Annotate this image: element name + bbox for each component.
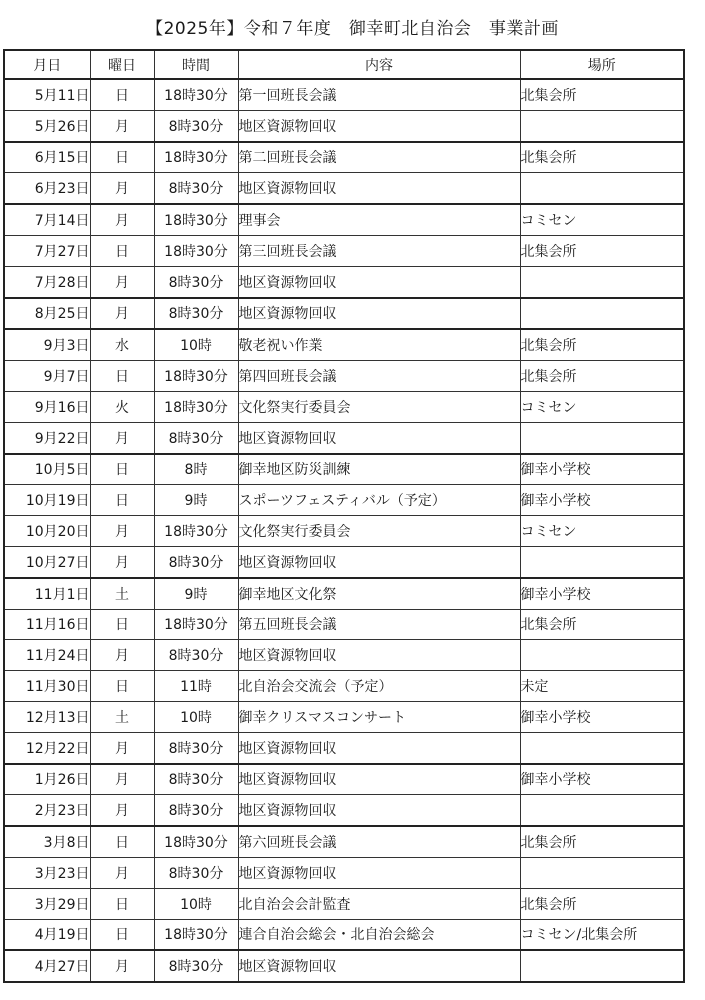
place-cell: 御幸小学校 xyxy=(520,454,684,485)
place-cell: 北集会所 xyxy=(520,142,684,173)
day-cell: 日 xyxy=(90,919,154,950)
table-row xyxy=(4,919,684,950)
day-cell: 月 xyxy=(90,732,154,763)
header-day: 曜日 xyxy=(90,50,154,79)
date-cell: 11月16日 xyxy=(4,609,90,640)
time-cell: 18時30分 xyxy=(154,204,238,235)
place-cell xyxy=(520,110,684,141)
time-cell: 8時30分 xyxy=(154,950,238,982)
day-cell: 日 xyxy=(90,609,154,640)
time-cell: 18時30分 xyxy=(154,235,238,266)
place-cell xyxy=(520,546,684,577)
time-cell: 18時30分 xyxy=(154,609,238,640)
place-cell: コミセン/北集会所 xyxy=(520,919,684,950)
day-cell: 月 xyxy=(90,640,154,671)
header-event: 内容 xyxy=(238,50,520,79)
date-cell: 6月15日 xyxy=(4,142,90,173)
event-cell: 地区資源物回収 xyxy=(238,764,520,795)
header-row xyxy=(4,50,684,79)
date-cell: 5月11日 xyxy=(4,79,90,110)
event-cell: 地区資源物回収 xyxy=(238,173,520,204)
date-cell: 2月23日 xyxy=(4,795,90,826)
time-cell: 8時30分 xyxy=(154,110,238,141)
time-cell: 18時30分 xyxy=(154,919,238,950)
event-cell: 理事会 xyxy=(238,204,520,235)
day-cell: 日 xyxy=(90,826,154,857)
place-cell: 北集会所 xyxy=(520,609,684,640)
table-row xyxy=(4,950,684,982)
event-cell: 第二回班長会議 xyxy=(238,142,520,173)
date-cell: 10月20日 xyxy=(4,516,90,547)
day-cell: 月 xyxy=(90,422,154,453)
time-cell: 10時 xyxy=(154,701,238,732)
event-cell: 敬老祝い作業 xyxy=(238,329,520,360)
table-row xyxy=(4,142,684,173)
event-cell: スポーツフェスティバル（予定） xyxy=(238,485,520,516)
place-cell xyxy=(520,732,684,763)
event-cell: 地区資源物回収 xyxy=(238,732,520,763)
time-cell: 8時30分 xyxy=(154,640,238,671)
day-cell: 火 xyxy=(90,391,154,422)
event-cell: 御幸地区防災訓練 xyxy=(238,454,520,485)
time-cell: 11時 xyxy=(154,671,238,702)
time-cell: 8時30分 xyxy=(154,764,238,795)
time-cell: 8時30分 xyxy=(154,422,238,453)
table-row xyxy=(4,422,684,453)
event-cell: 第四回班長会議 xyxy=(238,361,520,392)
table-row xyxy=(4,857,684,888)
place-cell xyxy=(520,173,684,204)
day-cell: 月 xyxy=(90,298,154,330)
header-date: 月日 xyxy=(4,50,90,79)
date-cell: 7月27日 xyxy=(4,235,90,266)
place-cell: 未定 xyxy=(520,671,684,702)
place-cell: コミセン xyxy=(520,391,684,422)
header-place: 場所 xyxy=(520,50,684,79)
date-cell: 12月13日 xyxy=(4,701,90,732)
date-cell: 11月1日 xyxy=(4,578,90,609)
table-row xyxy=(4,110,684,141)
table-row xyxy=(4,204,684,235)
place-cell: 北集会所 xyxy=(520,79,684,110)
place-cell: 御幸小学校 xyxy=(520,485,684,516)
day-cell: 月 xyxy=(90,764,154,795)
place-cell: 御幸小学校 xyxy=(520,578,684,609)
table-row xyxy=(4,454,684,485)
table-row xyxy=(4,235,684,266)
time-cell: 18時30分 xyxy=(154,361,238,392)
table-row xyxy=(4,732,684,763)
date-cell: 9月16日 xyxy=(4,391,90,422)
day-cell: 月 xyxy=(90,857,154,888)
table-row xyxy=(4,516,684,547)
day-cell: 土 xyxy=(90,578,154,609)
table-row xyxy=(4,609,684,640)
event-cell: 地区資源物回収 xyxy=(238,857,520,888)
day-cell: 月 xyxy=(90,204,154,235)
date-cell: 7月14日 xyxy=(4,204,90,235)
date-cell: 10月19日 xyxy=(4,485,90,516)
time-cell: 8時30分 xyxy=(154,298,238,330)
event-cell: 第一回班長会議 xyxy=(238,79,520,110)
event-cell: 第五回班長会議 xyxy=(238,609,520,640)
place-cell: コミセン xyxy=(520,516,684,547)
event-cell: 地区資源物回収 xyxy=(238,266,520,297)
table-row xyxy=(4,888,684,919)
place-cell: 北集会所 xyxy=(520,235,684,266)
table-row xyxy=(4,546,684,577)
day-cell: 日 xyxy=(90,485,154,516)
day-cell: 月 xyxy=(90,795,154,826)
date-cell: 3月8日 xyxy=(4,826,90,857)
table-row xyxy=(4,640,684,671)
time-cell: 8時 xyxy=(154,454,238,485)
time-cell: 8時30分 xyxy=(154,732,238,763)
place-cell xyxy=(520,795,684,826)
day-cell: 日 xyxy=(90,235,154,266)
table-row xyxy=(4,826,684,857)
time-cell: 18時30分 xyxy=(154,391,238,422)
time-cell: 10時 xyxy=(154,329,238,360)
place-cell: 北集会所 xyxy=(520,329,684,360)
time-cell: 10時 xyxy=(154,888,238,919)
day-cell: 水 xyxy=(90,329,154,360)
date-cell: 9月7日 xyxy=(4,361,90,392)
place-cell: 北集会所 xyxy=(520,826,684,857)
date-cell: 11月24日 xyxy=(4,640,90,671)
time-cell: 9時 xyxy=(154,485,238,516)
time-cell: 18時30分 xyxy=(154,142,238,173)
event-cell: 北自治会交流会（予定） xyxy=(238,671,520,702)
time-cell: 18時30分 xyxy=(154,79,238,110)
day-cell: 日 xyxy=(90,361,154,392)
day-cell: 月 xyxy=(90,173,154,204)
date-cell: 8月25日 xyxy=(4,298,90,330)
table-row xyxy=(4,298,684,330)
event-cell: 地区資源物回収 xyxy=(238,546,520,577)
time-cell: 8時30分 xyxy=(154,857,238,888)
event-cell: 第三回班長会議 xyxy=(238,235,520,266)
time-cell: 18時30分 xyxy=(154,826,238,857)
day-cell: 日 xyxy=(90,671,154,702)
date-cell: 9月22日 xyxy=(4,422,90,453)
table-row xyxy=(4,701,684,732)
event-cell: 地区資源物回収 xyxy=(238,950,520,982)
table-row xyxy=(4,173,684,204)
table-row xyxy=(4,764,684,795)
place-cell xyxy=(520,266,684,297)
event-cell: 連合自治会総会・北自治会総会 xyxy=(238,919,520,950)
day-cell: 月 xyxy=(90,266,154,297)
date-cell: 3月29日 xyxy=(4,888,90,919)
day-cell: 日 xyxy=(90,79,154,110)
table-row xyxy=(4,671,684,702)
event-cell: 地区資源物回収 xyxy=(238,422,520,453)
date-cell: 10月27日 xyxy=(4,546,90,577)
event-cell: 御幸地区文化祭 xyxy=(238,578,520,609)
time-cell: 8時30分 xyxy=(154,546,238,577)
table-row xyxy=(4,391,684,422)
event-cell: 地区資源物回収 xyxy=(238,110,520,141)
day-cell: 月 xyxy=(90,110,154,141)
event-cell: 御幸クリスマスコンサート xyxy=(238,701,520,732)
event-cell: 地区資源物回収 xyxy=(238,298,520,330)
table-row xyxy=(4,79,684,110)
date-cell: 12月22日 xyxy=(4,732,90,763)
table-row xyxy=(4,485,684,516)
event-cell: 第六回班長会議 xyxy=(238,826,520,857)
day-cell: 日 xyxy=(90,142,154,173)
table-row xyxy=(4,795,684,826)
table-row xyxy=(4,266,684,297)
place-cell: 北集会所 xyxy=(520,888,684,919)
event-cell: 地区資源物回収 xyxy=(238,795,520,826)
place-cell: 北集会所 xyxy=(520,361,684,392)
event-cell: 北自治会会計監査 xyxy=(238,888,520,919)
schedule-table xyxy=(3,49,685,983)
day-cell: 月 xyxy=(90,546,154,577)
schedule-body xyxy=(4,79,684,982)
event-cell: 文化祭実行委員会 xyxy=(238,391,520,422)
place-cell xyxy=(520,857,684,888)
event-cell: 文化祭実行委員会 xyxy=(238,516,520,547)
event-cell: 地区資源物回収 xyxy=(238,640,520,671)
table-row xyxy=(4,361,684,392)
place-cell: 御幸小学校 xyxy=(520,701,684,732)
date-cell: 10月5日 xyxy=(4,454,90,485)
date-cell: 1月26日 xyxy=(4,764,90,795)
date-cell: 11月30日 xyxy=(4,671,90,702)
date-cell: 5月26日 xyxy=(4,110,90,141)
time-cell: 8時30分 xyxy=(154,795,238,826)
time-cell: 8時30分 xyxy=(154,266,238,297)
date-cell: 4月19日 xyxy=(4,919,90,950)
place-cell: 御幸小学校 xyxy=(520,764,684,795)
table-row xyxy=(4,578,684,609)
place-cell xyxy=(520,422,684,453)
document-title: 【2025年】令和７年度 御幸町北自治会 事業計画 xyxy=(146,19,559,39)
day-cell: 月 xyxy=(90,516,154,547)
date-cell: 4月27日 xyxy=(4,950,90,982)
header-time: 時間 xyxy=(154,50,238,79)
day-cell: 土 xyxy=(90,701,154,732)
time-cell: 9時 xyxy=(154,578,238,609)
place-cell: コミセン xyxy=(520,204,684,235)
date-cell: 9月3日 xyxy=(4,329,90,360)
time-cell: 18時30分 xyxy=(154,516,238,547)
date-cell: 3月23日 xyxy=(4,857,90,888)
date-cell: 6月23日 xyxy=(4,173,90,204)
place-cell xyxy=(520,640,684,671)
day-cell: 日 xyxy=(90,454,154,485)
place-cell xyxy=(520,298,684,330)
day-cell: 月 xyxy=(90,950,154,982)
time-cell: 8時30分 xyxy=(154,173,238,204)
place-cell xyxy=(520,950,684,982)
day-cell: 日 xyxy=(90,888,154,919)
date-cell: 7月28日 xyxy=(4,266,90,297)
table-row xyxy=(4,329,684,360)
